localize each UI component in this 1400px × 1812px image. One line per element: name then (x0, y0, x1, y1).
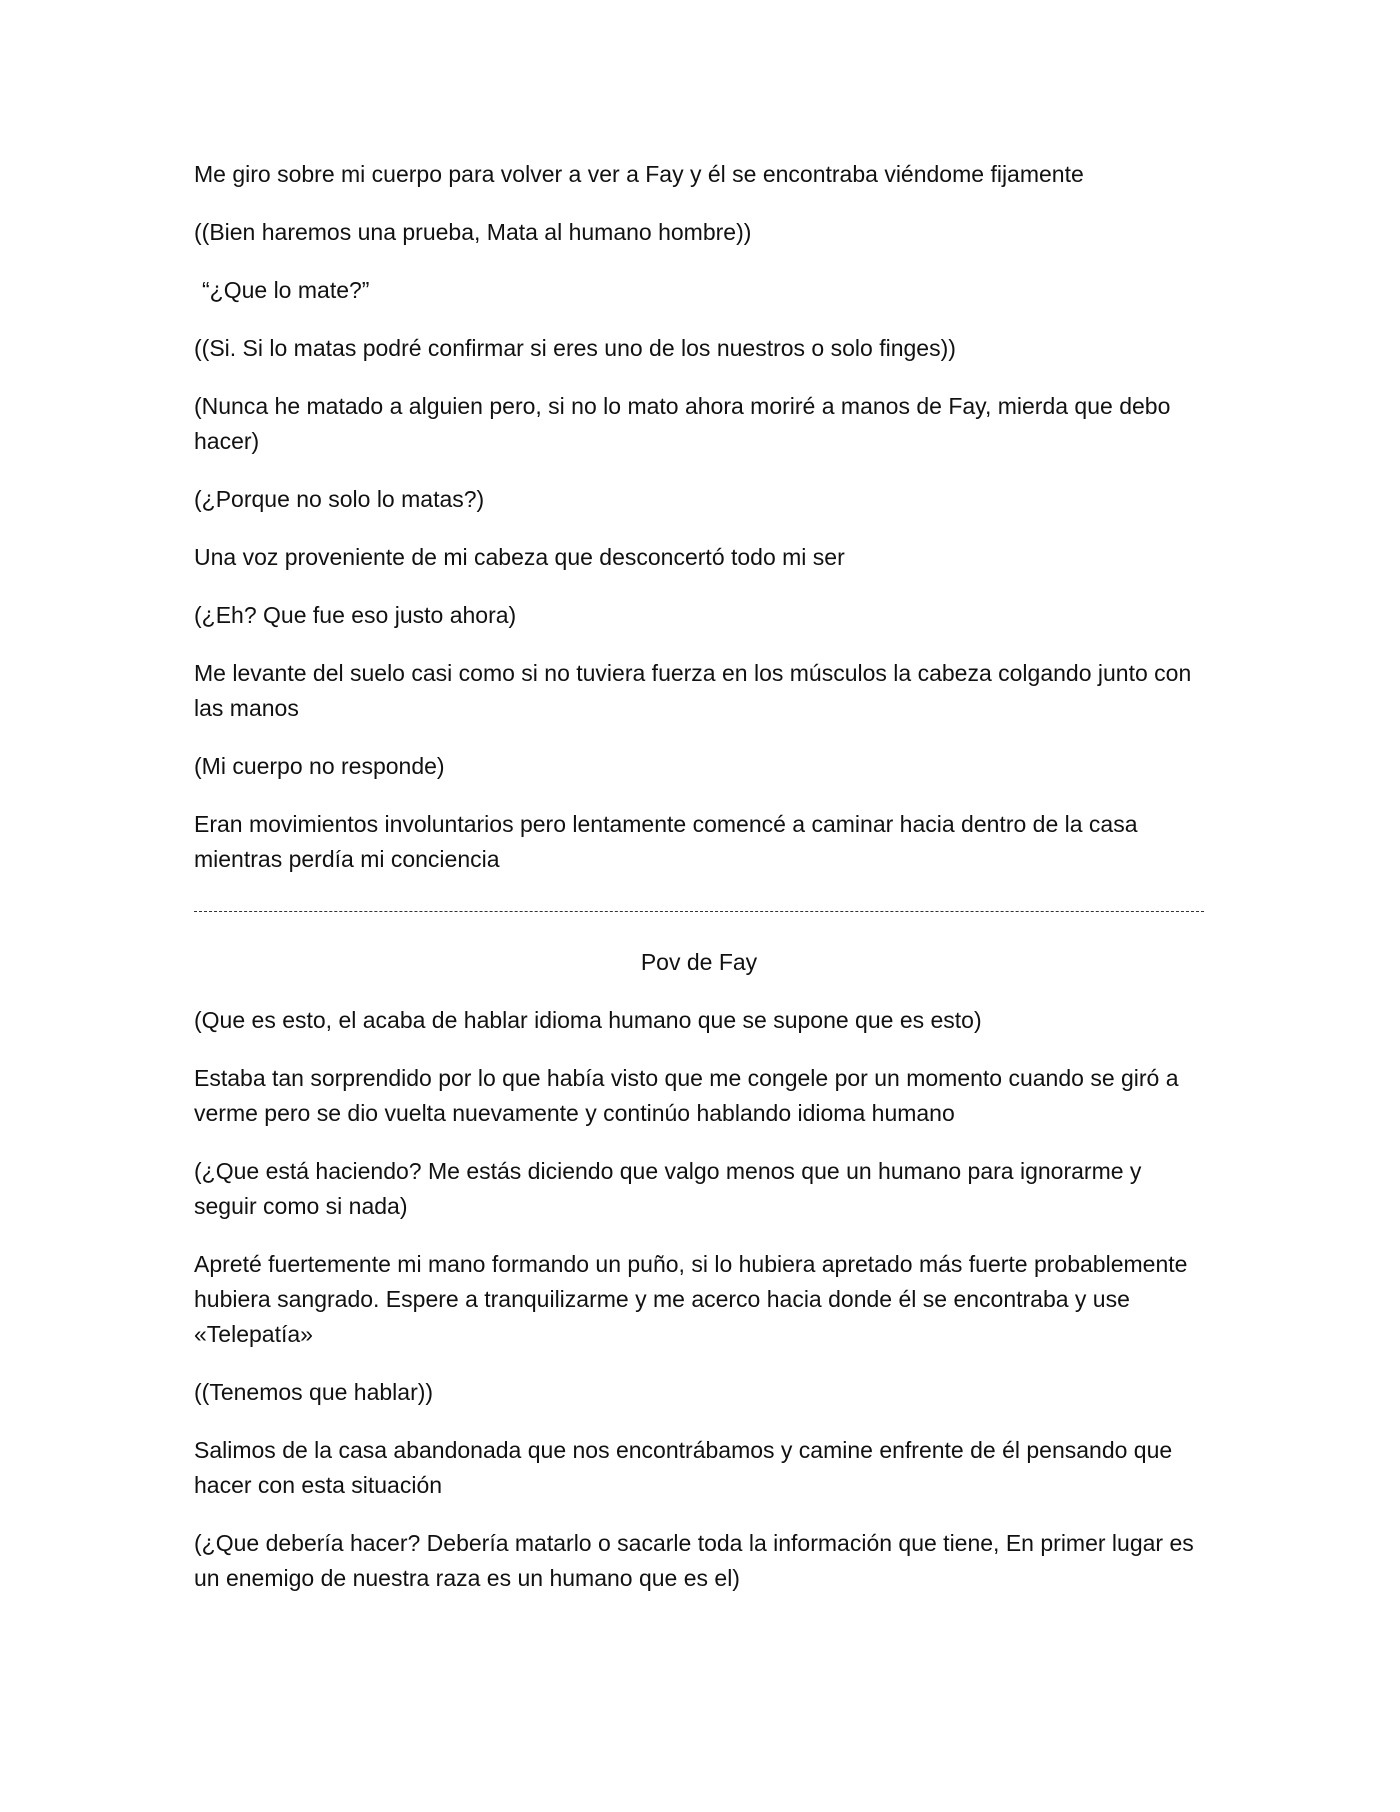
paragraph: ((Bien haremos una prueba, Mata al humano hombre)) (194, 219, 752, 245)
section-heading: Pov de Fay (640, 949, 758, 975)
paragraph: ((Si. Si lo matas podré confirmar si eres uno de los nuestros o solo finges)) (194, 335, 956, 361)
paragraph: (¿Eh? Que fue eso justo ahora) (194, 602, 517, 628)
paragraph: Una voz proveniente de mi cabeza que desconcertó todo mi ser (194, 544, 845, 570)
paragraph: Salimos de la casa abandonada que nos encontrábamos y camine enfrente de él pensando que hacer con esta situación (194, 1437, 1173, 1498)
paragraph: (¿Que debería hacer? Debería matarlo o sacarle toda la información que tiene, En primer lugar es un enemigo de nuestra raza es un humano que es el) (194, 1530, 1194, 1591)
paragraph: Eran movimientos involuntarios pero lentamente comencé a caminar hacia dentro de la casa mientras perdía mi conciencia (194, 811, 1138, 872)
document-body (194, 157, 1204, 1619)
paragraph: Me levante del suelo casi como si no tuviera fuerza en los músculos la cabeza colgando junto con las manos (194, 660, 1192, 721)
paragraph: (Que es esto, el acaba de hablar idioma humano que se supone que es esto) (194, 1007, 982, 1033)
paragraph: Estaba tan sorprendido por lo que había visto que me congele por un momento cuando se giró a verme pero se dio vuelta nuevamente y continúo hablando idioma humano (194, 1065, 1179, 1126)
paragraph: Apreté fuertemente mi mano formando un puño, si lo hubiera apretado más fuerte probablemente hubiera sangrado. Espere a tranquilizarme y me acerco hacia donde él se encontraba y use «Telepatía» (194, 1251, 1188, 1347)
paragraph: ((Tenemos que hablar)) (194, 1379, 434, 1405)
paragraph: (¿Porque no solo lo matas?) (194, 486, 485, 512)
paragraph: (¿Que está haciendo? Me estás diciendo que valgo menos que un humano para ignorarme y seguir como si nada) (194, 1158, 1142, 1219)
paragraph: Me giro sobre mi cuerpo para volver a ver a Fay y él se encontraba viéndome fijamente (194, 161, 1084, 187)
paragraph: (Mi cuerpo no responde) (194, 753, 445, 779)
paragraph: “¿Que lo mate?” (202, 277, 370, 303)
section-divider (194, 911, 1204, 936)
paragraph: (Nunca he matado a alguien pero, si no lo mato ahora moriré a manos de Fay, mierda que debo hacer) (194, 393, 1171, 454)
